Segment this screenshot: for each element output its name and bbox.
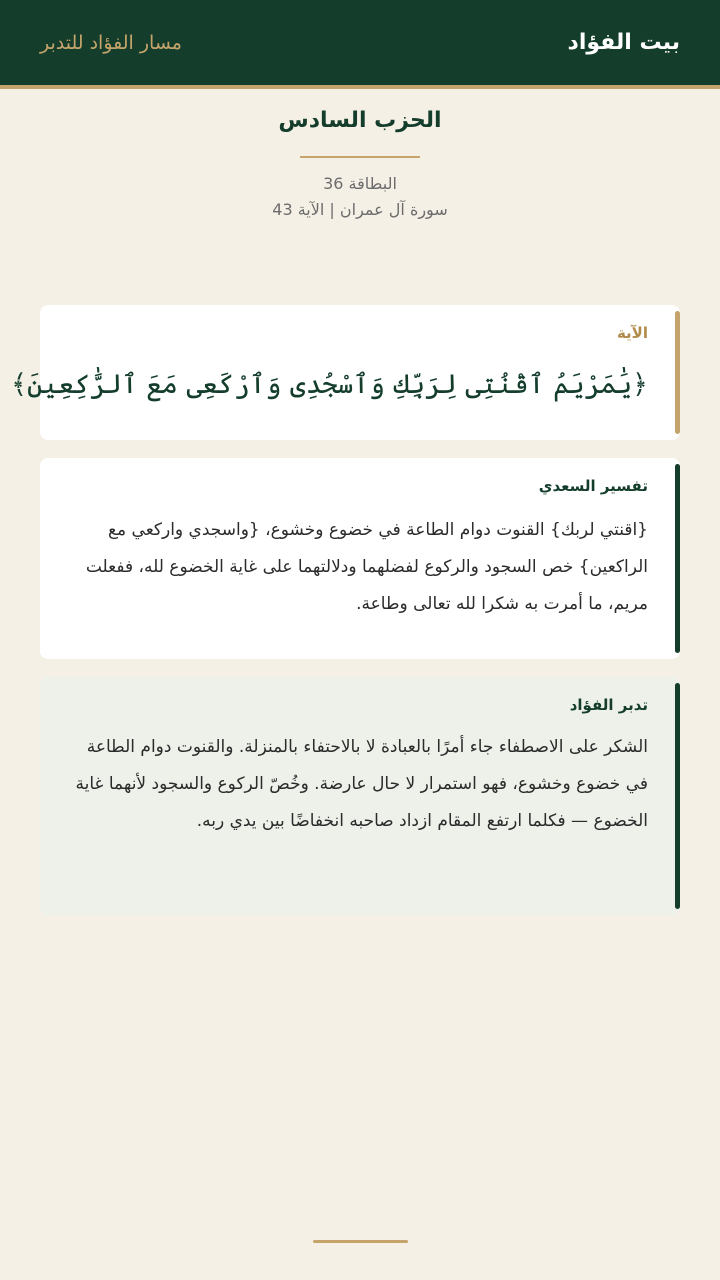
tadabbur-label: تدبر الفؤاد bbox=[569, 696, 648, 714]
app-title: بيت الفؤاد bbox=[567, 30, 680, 55]
card-number: البطاقة 36 bbox=[323, 174, 397, 193]
tafsir-text: {اقنتي لربك} القنوت دوام الطاعة في خضوع وخشوع، {واسجدي واركعي مع الراكعين} خص السجود والركوع لفضلهما ودلالتهما على غاية الخضوع لله، ففعلت مريم، ما أمرت به شكرا لله تعالى وطاعة. bbox=[85, 520, 648, 614]
top-bar bbox=[0, 0, 720, 85]
tafsir-card bbox=[40, 458, 680, 659]
tadabbur-card bbox=[40, 677, 680, 915]
ayah-card bbox=[11, 305, 680, 440]
ayah-label: الآية bbox=[616, 324, 648, 342]
tafsir-label: تفسير السعدي bbox=[538, 477, 648, 495]
ayah-text: ﴿يَٰمَرْيَمُ ٱقْنُتِى لِرَبِّكِ وَٱسْجُدِى وَٱرْكَعِى مَعَ ٱلرَّٰكِعِينَ﴾ bbox=[11, 369, 648, 400]
page-title: الحزب السادس bbox=[278, 108, 442, 133]
card-header bbox=[0, 105, 720, 222]
title-divider bbox=[300, 156, 420, 158]
verse-reference: سورة آل عمران | الآية 43 bbox=[272, 200, 448, 219]
path-link[interactable]: مسار الفؤاد للتدبر bbox=[40, 31, 182, 54]
header-divider bbox=[0, 85, 720, 89]
bottom-divider bbox=[313, 1240, 408, 1243]
tadabbur-text: الشكر على الاصطفاء جاء أمرًا بالعبادة لا بالاحتفاء بالمنزلة. والقنوت دوام الطاعة في خضوع وخشوع، فهو استمرار لا حال عارضة. وخُصّ الركوع والسجود لأنهما غاية الخضوع — فكلما ارتفع المقام ازداد صاحبه انخفاضًا بين يدي ربه. bbox=[75, 737, 648, 831]
